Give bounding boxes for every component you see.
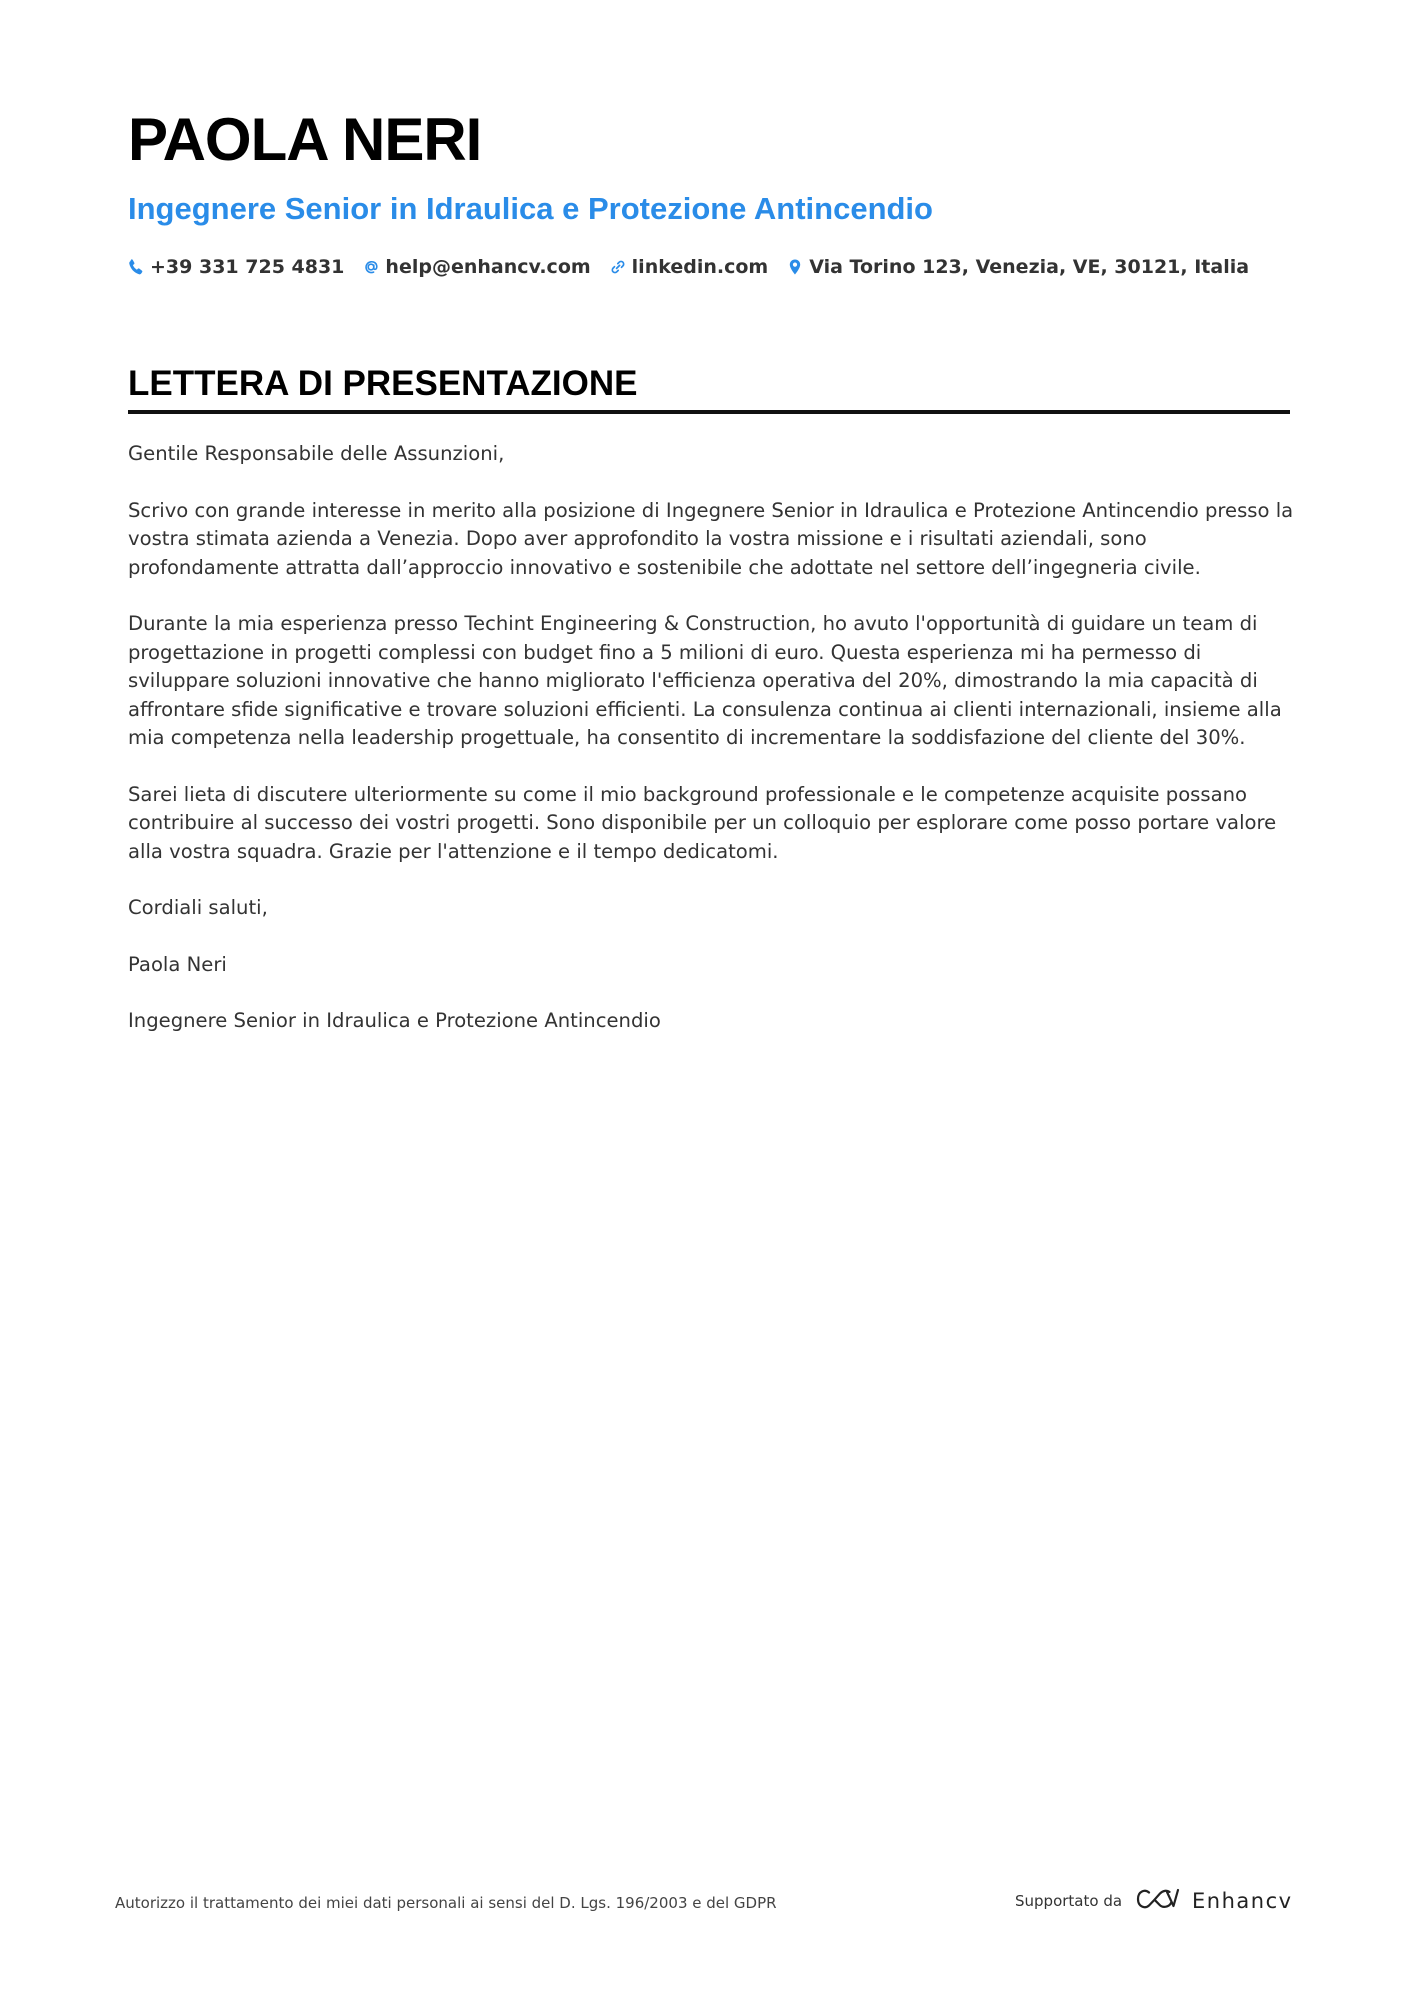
signature-title: Ingegnere Senior in Idraulica e Protezione Antincendio (128, 1009, 661, 1032)
letter-body (128, 440, 1298, 1064)
contact-phone[interactable] (128, 256, 344, 278)
candidate-name: PAOLA NERI (128, 106, 482, 173)
enhancv-brand: Enhancv (1192, 1889, 1293, 1913)
at-icon (363, 258, 379, 276)
letter-closing: Cordiali saluti, (128, 896, 268, 919)
powered-by-label: Supportato da (1015, 1892, 1123, 1910)
contact-address (787, 256, 1249, 278)
contact-email[interactable] (363, 256, 590, 278)
letter-greeting: Gentile Responsabile delle Assunzioni, (128, 442, 505, 465)
signature-name: Paola Neri (128, 952, 227, 976)
linkedin-text: linkedin.com (631, 256, 769, 278)
privacy-consent-note: Autorizzo il trattamento dei miei dati personali ai sensi del D. Lgs. 196/2003 e del GDPR (115, 1894, 777, 1912)
contact-linkedin[interactable] (610, 256, 769, 278)
enhancv-logo-icon (1134, 1886, 1192, 1916)
section-divider (128, 410, 1290, 414)
email-text: help@enhancv.com (385, 256, 591, 278)
letter-paragraph: Scrivo con grande interesse in merito alla posizione di Ingegnere Senior in Idraulica e Protezione Antincendio presso la vostra stimata azienda a Venezia. Dopo aver approfondito la vostra missione e i risultati aziendali, sono profondamente attratta dall’approccio innovativo e sostenibile che adottate nel settore dell’ingegneria civile. (128, 498, 1294, 579)
contact-bar (128, 256, 1268, 278)
letter-paragraph: Sarei lieta di discutere ulteriormente su come il mio background professionale e le competenze acquisite possano contribuire al successo dei vostri progetti. Sono disponibile per un colloquio per esplorare come posso portare valore alla vostra squadra. Grazie per l'attenzione e il tempo dedicatomi. (128, 782, 1277, 863)
link-icon (610, 258, 626, 276)
candidate-role: Ingegnere Senior in Idraulica e Protezione Antincendio (128, 191, 933, 226)
location-pin-icon (787, 258, 803, 276)
letter-paragraph: Durante la mia esperienza presso Techint Engineering & Construction, ho avuto l'opportunità di guidare un team di progettazione in progetti complessi con budget fino a 5 milioni di euro. Questa esperienza mi ha permesso di sviluppare soluzioni innovative che hanno migliorato l'efficienza operativa del 20%, dimostrando la mia capacità di affrontare sfide significative e trovare soluzioni efficienti. La consulenza continua ai clienti internazionali, insieme alla mia competenza nella leadership progettuale, ha consentito di incrementare la soddisfazione del cliente del 30%. (128, 612, 1282, 749)
phone-text: +39 331 725 4831 (150, 256, 345, 278)
address-text: Via Torino 123, Venezia, VE, 30121, Italia (809, 256, 1250, 278)
phone-icon (128, 258, 144, 276)
powered-by[interactable] (1015, 1886, 1293, 1916)
section-title: LETTERA DI PRESENTAZIONE (128, 364, 638, 403)
